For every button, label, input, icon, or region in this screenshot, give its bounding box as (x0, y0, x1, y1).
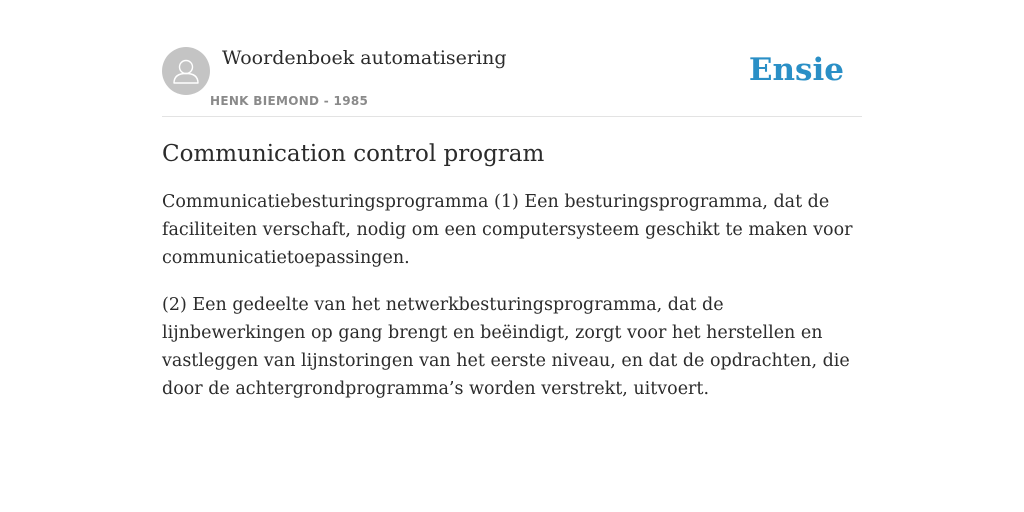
source-header (162, 0, 862, 117)
entry-paragraph: Communicatiebesturingsprogramma (1) Een besturingsprogramma, dat de faciliteiten verschaft, nodig om een computersysteem geschikt te maken voor communicatietoepassingen. (162, 192, 853, 268)
entry-title: Communication control program (162, 141, 545, 167)
user-outline-icon (162, 47, 210, 95)
brand-logo[interactable]: Ensie (748, 52, 844, 88)
entry-paragraph: (2) Een gedeelte van het netwerkbesturingsprogramma, dat de lijnbewerkingen op gang brengt en beëindigt, zorgt voor het herstellen en vastleggen van lijnstoringen van het eerste niveau, en dat de opdrachten, die door de achtergrondprogramma’s worden verstrekt, uitvoert. (162, 295, 850, 399)
author-avatar-icon (162, 47, 210, 95)
source-author-year: HENK BIEMOND - 1985 (210, 94, 369, 108)
entry-content (162, 138, 862, 422)
source-title[interactable]: Woordenboek automatisering (222, 47, 507, 69)
